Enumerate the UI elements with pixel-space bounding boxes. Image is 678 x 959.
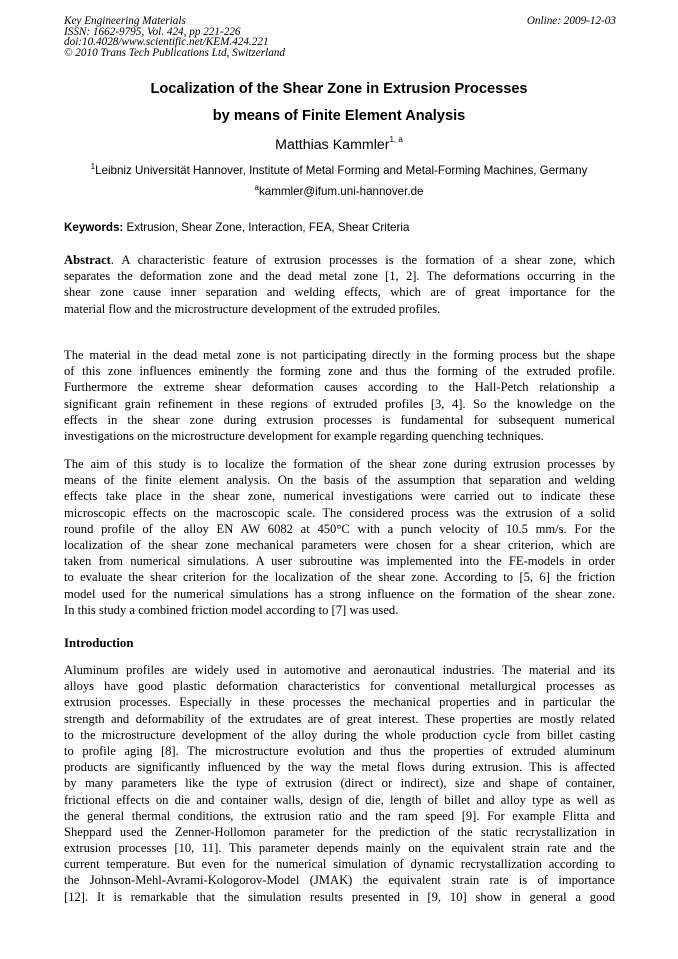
text-line: model used for the numerical simulations has a strong influence on the formation of the shear zone. <box>64 586 615 601</box>
text-line: by many parameters like the type of extrusion (direct or indirect), size and shape of container, <box>64 776 615 791</box>
affiliation-text: Leibniz Universität Hannover, Institute of Metal Forming and Metal-Forming Machines, Germany <box>95 164 588 177</box>
affiliation-superscript: 1 <box>90 162 96 171</box>
text-line: investigations on the microstructure development for example regarding quenching techniques. <box>64 428 544 443</box>
journal-header <box>64 16 616 58</box>
text-line: means of the finite element analysis. On the basis of the assumption that separation and welding <box>64 473 615 488</box>
text-line: Aluminum profiles are widely used in automotive and aeronautical industries. The material and its <box>64 663 615 677</box>
text-line: extrusion processes [10, 11]. This parameter depends mainly on the equivalent strain rate and the <box>64 841 615 856</box>
text-line: to the microstructure development of the alloy during the whole production cycle from billet casting <box>64 727 615 742</box>
text-line: alloys have good plastic deformation characteristics for conventional metallurgical processes as <box>64 679 615 694</box>
issn-line: ISSN: 1662-9795, Vol. 424, pp 221-226 <box>64 25 241 38</box>
affiliation <box>0 164 678 177</box>
text-line: current temperature. But even for the numerical simulation of dynamic recrystallization according to <box>64 857 615 872</box>
text-line: microscopic effects on the macroscopic scale. The considered process was the extrusion of a solid <box>64 505 615 520</box>
text-line: material flow and the microstructure development of the extruded profiles. <box>64 301 441 316</box>
doi-line: doi:10.4028/www.scientific.net/KEM.424.221 <box>64 36 269 49</box>
text-line: to profile aging [8]. The microstructure evolution and thus the properties of extruded aluminum <box>64 743 615 758</box>
author-name: Matthias Kammler <box>275 137 390 153</box>
section-heading-introduction: Introduction <box>64 636 134 650</box>
text-line: of this zone influences eminently the forming zone and thus the forming of the extruded profile. <box>64 364 615 379</box>
author <box>0 137 678 153</box>
abstract-label: Abstract <box>64 253 111 267</box>
text-line: Sheppard used the Zenner-Hollomon parameter for the prediction of the static recrystallization in <box>64 824 615 839</box>
text-line: The material in the dead metal zone is not participating directly in the forming process but the shape <box>64 348 615 362</box>
keywords <box>64 221 409 234</box>
introduction-paragraph <box>64 662 615 905</box>
text-line: significant grain refinement in these regions of extruded profiles [3, 4]. So the knowledge on the <box>64 396 615 411</box>
author-email <box>0 185 678 198</box>
text-line: frictional effects on die and container walls, design of die, length of billet and alloy type as well as <box>64 792 615 807</box>
text-line: the Johnson-Mehl-Avrami-Kologorov-Model (JMAK) the equivalent strain rate is of importance <box>64 873 615 888</box>
dead-metal-zone-paragraph <box>64 347 615 444</box>
text-line: products are significantly influenced by the way the metal flows during extrusion. This is affected <box>64 760 615 775</box>
paper-title-line-1: Localization of the Shear Zone in Extrusion Processes <box>150 81 528 97</box>
text-line: localization of the shear zone mechanical parameters were chosen for a shear criterion, which are <box>64 537 615 552</box>
abstract-paragraph <box>64 252 615 317</box>
text-line: shear zone cause inner separation and welding effects, which are of great importance for the <box>64 285 615 300</box>
text-line: effects take place in the shear zone, numerical investigations were carried out to indicate these <box>64 489 615 504</box>
text-line: round profile of the alloy EN AW 6082 at 450°C with a punch velocity of 10.5 mm/s. For the <box>64 521 615 536</box>
author-superscript: 1, a <box>389 135 403 144</box>
text-line: [12]. It is remarkable that the simulation results presented in [9, 10] show in general a good <box>64 889 615 904</box>
text-line: taken from numerical simulations. A user subroutine was implemented into the FE-models in order <box>64 554 615 569</box>
text-line: effects in the shear zone during extrusion processes is fundamental for subsequent numerical <box>64 412 615 427</box>
copyright-line: © 2010 Trans Tech Publications Ltd, Switzerland <box>64 46 285 59</box>
email-superscript: a <box>254 183 259 192</box>
keywords-label: Keywords: <box>64 221 124 234</box>
text-line: extrusion processes. Especially in these processes the mechanical properties and in particular the <box>64 695 615 710</box>
email-text[interactable]: kammler@ifum.uni-hannover.de <box>258 185 424 198</box>
text-line: to evaluate the shear criterion for the localization of the shear zone. According to [5, 6] the friction <box>64 570 615 585</box>
paper-title-line-2: by means of Finite Element Analysis <box>212 108 466 124</box>
text-line: In this study a combined friction model according to [7] was used. <box>64 602 399 617</box>
text-line: the general thermal conditions, the extrusion ratio and the ram speed [9]. For example Flitta and <box>64 808 615 823</box>
text-line: separates the deformation zone and the dead metal zone [1, 2]. The deformations occurring in the <box>64 269 615 284</box>
journal-name: Key Engineering Materials <box>64 15 186 27</box>
keywords-text: Extrusion, Shear Zone, Interaction, FEA, Shear Criteria <box>123 221 410 234</box>
text-line: Abstract. A characteristic feature of extrusion processes is the formation of a shear zone, which <box>64 253 615 267</box>
text-line: The aim of this study is to localize the formation of the shear zone during extrusion processes by <box>64 457 615 471</box>
aim-paragraph <box>64 456 615 618</box>
text-line: Furthermore the extreme shear deformation causes according to the Hall-Petch relationship a <box>64 380 615 395</box>
text-line: strength and deformability of the extrudates are of great interest. These properties are mostly related <box>64 711 615 726</box>
online-date: Online: 2009-12-03 <box>526 15 616 27</box>
